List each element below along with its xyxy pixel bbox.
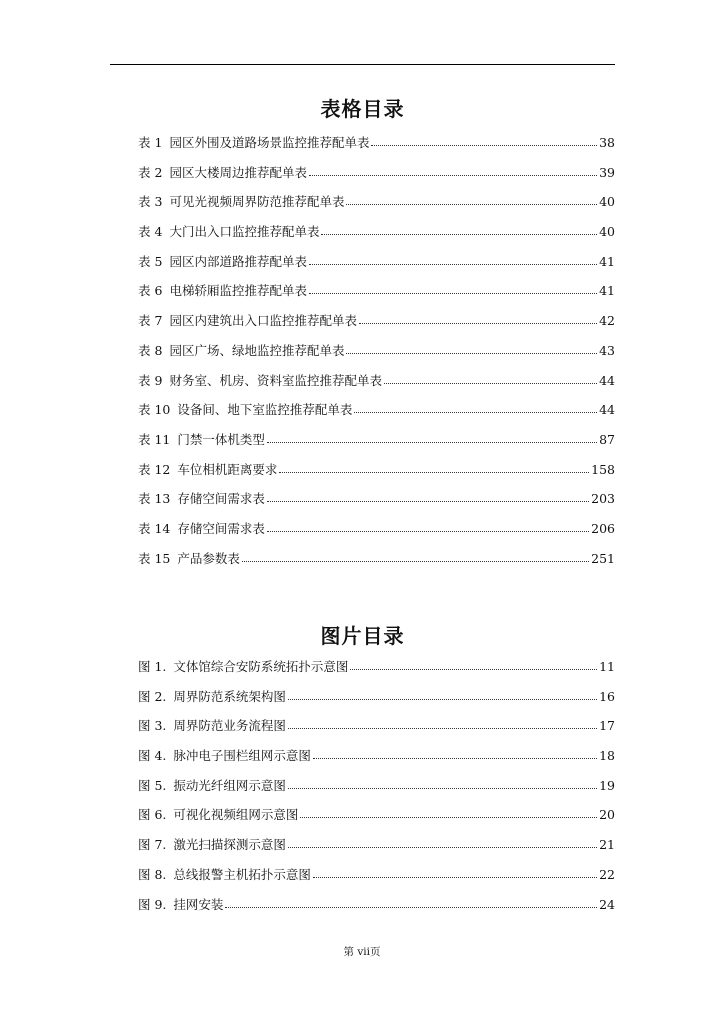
table-toc-entry-title: 门禁一体机类型 bbox=[177, 431, 265, 447]
table-toc-entry-number: 表 2 bbox=[138, 164, 163, 180]
dot-leader bbox=[350, 659, 597, 670]
table-toc-entry-page: 206 bbox=[591, 520, 615, 536]
table-toc-entry[interactable] bbox=[138, 518, 615, 548]
table-toc-entry-page: 44 bbox=[599, 402, 615, 418]
dot-leader bbox=[313, 748, 597, 759]
dot-leader bbox=[288, 718, 597, 729]
figure-toc-entry[interactable] bbox=[138, 834, 615, 864]
table-toc-entry-title: 园区大楼周边推荐配单表 bbox=[169, 164, 307, 180]
table-toc-entry-title: 园区外围及道路场景监控推荐配单表 bbox=[169, 135, 370, 150]
table-toc-entry-label bbox=[138, 399, 352, 421]
table-toc-entry-label bbox=[138, 280, 307, 302]
page-number-footer: 第 vii页 bbox=[343, 946, 381, 958]
table-toc-entry-page: 43 bbox=[599, 342, 615, 358]
table-toc-entry-page: 251 bbox=[591, 550, 615, 566]
table-toc-entry-title: 可见光视频周界防范推荐配单表 bbox=[169, 194, 345, 210]
dot-leader bbox=[267, 432, 597, 443]
table-toc-entry-title: 园区广场、绿地监控推荐配单表 bbox=[169, 342, 345, 358]
figure-toc-entry-number: 图 9. bbox=[138, 896, 167, 912]
table-toc-entry-number: 表 12 bbox=[138, 461, 171, 477]
table-toc-entry-label bbox=[138, 132, 369, 154]
dot-leader bbox=[267, 491, 589, 502]
figure-toc-entry-page: 11 bbox=[599, 659, 615, 674]
table-toc-entry[interactable] bbox=[138, 459, 615, 489]
table-toc-entry-label bbox=[138, 518, 265, 540]
table-toc-entry-title: 大门出入口监控推荐配单表 bbox=[169, 224, 320, 240]
table-toc-entry-page: 41 bbox=[599, 283, 615, 299]
table-toc-entry[interactable] bbox=[138, 251, 615, 281]
table-toc-entry-title: 电梯轿厢监控推荐配单表 bbox=[169, 283, 307, 299]
figure-toc-entry-label bbox=[138, 715, 286, 737]
table-toc-entry[interactable] bbox=[138, 340, 615, 370]
figure-toc-entry-title: 总线报警主机拓扑示意图 bbox=[173, 866, 311, 882]
table-toc-entry-number: 表 6 bbox=[138, 283, 163, 299]
table-toc-entry-page: 87 bbox=[599, 431, 615, 447]
table-toc-entry-label bbox=[138, 488, 265, 510]
table-toc-entry-page: 42 bbox=[599, 313, 615, 329]
figure-toc-entry-label bbox=[138, 864, 311, 886]
dot-leader bbox=[288, 837, 597, 848]
figure-toc-entry-label bbox=[138, 804, 298, 826]
figure-toc-entry-title: 文体馆综合安防系统拓扑示意图 bbox=[173, 659, 349, 674]
dot-leader bbox=[321, 224, 597, 235]
table-toc-entry-page: 203 bbox=[591, 491, 615, 507]
figure-toc-entry-page: 20 bbox=[599, 807, 615, 823]
figure-toc-entry-page: 16 bbox=[599, 688, 615, 704]
figure-toc-entry-page: 18 bbox=[599, 748, 615, 764]
figure-toc-entry[interactable] bbox=[138, 775, 615, 805]
figure-toc-entry-page: 17 bbox=[599, 718, 615, 734]
figure-toc-entry-page: 21 bbox=[599, 837, 615, 853]
figure-toc-entry-label bbox=[138, 834, 286, 856]
dot-leader bbox=[288, 689, 597, 700]
figure-toc-entry-number: 图 6. bbox=[138, 807, 167, 823]
table-toc-entry-label bbox=[138, 340, 344, 362]
table-toc-entry-label bbox=[138, 251, 307, 273]
table-toc-entry[interactable] bbox=[138, 488, 615, 518]
table-toc-entry[interactable] bbox=[138, 370, 615, 400]
dot-leader bbox=[346, 343, 597, 354]
table-toc-entry-page: 38 bbox=[599, 135, 615, 150]
dot-leader bbox=[300, 807, 597, 818]
table-toc-entry-number: 表 3 bbox=[138, 194, 163, 210]
figure-toc-entry-number: 图 8. bbox=[138, 866, 167, 882]
figure-toc-entry-number: 图 4. bbox=[138, 748, 167, 764]
table-toc-entry-title: 园区内部道路推荐配单表 bbox=[169, 253, 307, 269]
table-toc-entry-number: 表 9 bbox=[138, 372, 163, 388]
figure-toc-entry-title: 可视化视频组网示意图 bbox=[173, 807, 299, 823]
figures-toc-title: 图片目录 bbox=[320, 624, 405, 648]
dot-leader bbox=[354, 402, 597, 413]
figure-toc-entry-page: 19 bbox=[599, 777, 615, 793]
figure-toc-entry-page: 22 bbox=[599, 866, 615, 882]
table-toc-entry-number: 表 15 bbox=[138, 550, 171, 566]
table-toc-entry-number: 表 11 bbox=[138, 431, 171, 447]
table-toc-entry-label bbox=[138, 429, 265, 451]
table-toc-entry-number: 表 10 bbox=[138, 402, 171, 418]
figure-toc-entry[interactable] bbox=[138, 864, 615, 894]
table-toc-entry-label bbox=[138, 310, 357, 332]
tables-toc-list bbox=[138, 132, 615, 577]
table-toc-entry-title: 存储空间需求表 bbox=[177, 491, 265, 507]
tables-toc-title: 表格目录 bbox=[320, 97, 405, 121]
dot-leader bbox=[313, 867, 597, 878]
figure-toc-entry-label bbox=[138, 775, 286, 797]
figure-toc-entry-title: 周界防范系统架构图 bbox=[173, 688, 286, 704]
table-toc-entry[interactable] bbox=[138, 162, 615, 192]
dot-leader bbox=[346, 194, 597, 205]
dot-leader bbox=[242, 551, 589, 562]
dot-leader bbox=[384, 373, 597, 384]
table-toc-entry[interactable] bbox=[138, 548, 615, 578]
header-rule bbox=[110, 64, 615, 65]
figure-toc-entry-title: 挂网安装 bbox=[173, 896, 224, 912]
figure-toc-entry-label bbox=[138, 894, 223, 916]
table-toc-entry-page: 41 bbox=[599, 253, 615, 269]
table-toc-entry-title: 园区内建筑出入口监控推荐配单表 bbox=[169, 313, 357, 329]
dot-leader bbox=[309, 165, 597, 176]
table-toc-entry-label bbox=[138, 221, 319, 243]
dot-leader bbox=[225, 897, 597, 908]
table-toc-entry-page: 39 bbox=[599, 164, 615, 180]
table-toc-entry-number: 表 4 bbox=[138, 224, 163, 240]
figure-toc-entry-number: 图 2. bbox=[138, 688, 167, 704]
table-toc-entry-label bbox=[138, 191, 344, 213]
table-toc-entry-title: 产品参数表 bbox=[177, 550, 240, 566]
table-toc-entry[interactable] bbox=[138, 132, 615, 162]
dot-leader bbox=[371, 135, 597, 146]
figure-toc-entry-label bbox=[138, 656, 348, 678]
table-toc-entry[interactable] bbox=[138, 191, 615, 221]
figure-toc-entry-title: 周界防范业务流程图 bbox=[173, 718, 286, 734]
figure-toc-entry-label bbox=[138, 686, 286, 708]
table-toc-entry-page: 158 bbox=[591, 461, 615, 477]
figure-toc-entry-page: 24 bbox=[599, 896, 615, 912]
dot-leader bbox=[309, 283, 597, 294]
figure-toc-entry-number: 图 3. bbox=[138, 718, 167, 734]
figures-toc-list bbox=[138, 656, 615, 923]
table-toc-entry-page: 40 bbox=[599, 224, 615, 240]
dot-leader bbox=[309, 254, 597, 265]
table-toc-entry-label bbox=[138, 548, 240, 570]
figure-toc-entry-title: 激光扫描探测示意图 bbox=[173, 837, 286, 853]
figure-toc-entry-title: 脉冲电子围栏组网示意图 bbox=[173, 748, 311, 764]
table-toc-entry-page: 40 bbox=[599, 194, 615, 210]
figure-toc-entry-number: 图 7. bbox=[138, 837, 167, 853]
table-toc-entry-title: 车位相机距离要求 bbox=[177, 461, 278, 477]
figure-toc-entry[interactable] bbox=[138, 745, 615, 775]
dot-leader bbox=[267, 521, 589, 532]
table-toc-entry-number: 表 13 bbox=[138, 491, 171, 507]
figure-toc-entry-label bbox=[138, 745, 311, 767]
table-toc-entry-label bbox=[138, 162, 307, 184]
table-toc-entry-title: 财务室、机房、资料室监控推荐配单表 bbox=[169, 372, 382, 388]
table-toc-entry-label bbox=[138, 459, 277, 481]
table-toc-entry-number: 表 5 bbox=[138, 253, 163, 269]
figure-toc-entry-title: 振动光纤组网示意图 bbox=[173, 777, 286, 793]
table-toc-entry[interactable] bbox=[138, 310, 615, 340]
table-toc-entry[interactable] bbox=[138, 221, 615, 251]
figure-toc-entry-number: 图 5. bbox=[138, 777, 167, 793]
table-toc-entry-label bbox=[138, 370, 382, 392]
table-toc-entry-number: 表 14 bbox=[138, 520, 171, 536]
figure-toc-entry[interactable] bbox=[138, 804, 615, 834]
table-toc-entry-number: 表 8 bbox=[138, 342, 163, 358]
dot-leader bbox=[288, 778, 597, 789]
table-toc-entry-number: 表 1 bbox=[138, 135, 163, 150]
table-toc-entry[interactable] bbox=[138, 399, 615, 429]
figure-toc-entry[interactable] bbox=[138, 656, 615, 686]
figure-toc-entry-number: 图 1. bbox=[138, 659, 167, 674]
dot-leader bbox=[359, 313, 597, 324]
figure-toc-entry[interactable] bbox=[138, 686, 615, 716]
table-toc-entry[interactable] bbox=[138, 429, 615, 459]
table-toc-entry-title: 存储空间需求表 bbox=[177, 520, 265, 536]
table-toc-entry-page: 44 bbox=[599, 372, 615, 388]
figure-toc-entry[interactable] bbox=[138, 894, 615, 924]
table-toc-entry-number: 表 7 bbox=[138, 313, 163, 329]
table-toc-entry[interactable] bbox=[138, 280, 615, 310]
dot-leader bbox=[279, 462, 589, 473]
table-toc-entry-title: 设备间、地下室监控推荐配单表 bbox=[177, 402, 353, 418]
figure-toc-entry[interactable] bbox=[138, 715, 615, 745]
